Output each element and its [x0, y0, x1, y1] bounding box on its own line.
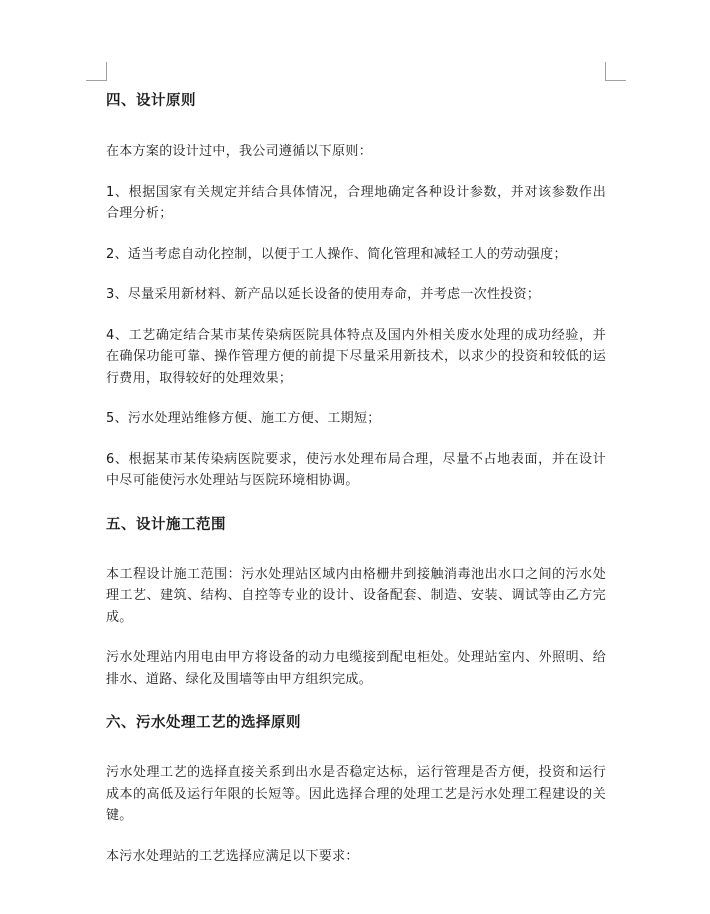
- section-heading-design-principles: 四、设计原则: [106, 93, 196, 109]
- list-item: 3、尽量采用新材料、新产品以延长设备的使用寿命，并考虑一次性投资；: [106, 287, 541, 302]
- paragraph: 污水处理工艺的选择直接关系到出水是否稳定达标，运行管理是否方便，投资和运行成本的高低及运行年限的长短等。因此选择合理的处理工艺是污水处理工程建设的关键。: [106, 765, 606, 823]
- margin-corner-top-left: [86, 62, 107, 81]
- paragraph: 本污水处理站的工艺选择应满足以下要求：: [106, 848, 359, 864]
- list-item: 6、根据某市某传染病医院要求，使污水处理布局合理，尽量不占地表面，并在设计中尽可能使污水处理站与医院环境相协调。: [106, 451, 606, 488]
- list-item: 1、根据国家有关规定并结合具体情况，合理地确定各种设计参数，并对该参数作出合理分析；: [106, 184, 606, 221]
- list-item: 5、污水处理站维修方便、施工方便、工期短；: [106, 411, 381, 426]
- paragraph: 污水处理站内用电由甲方将设备的动力电缆接到配电柜处。处理站室内、外照明、给排水、道路、绿化及围墙等由甲方组织完成。: [106, 650, 606, 687]
- list-item: 4、工艺确定结合某市某传染病医院具体特点及国内外相关废水处理的成功经验，并在确保功能可靠、操作管理方便的前提下尽量采用新技术，以求少的投资和较低的运行费用，取得较好的处理效果；: [106, 327, 606, 386]
- margin-corner-top-right: [605, 62, 626, 81]
- section-heading-process-selection: 六、污水处理工艺的选择原则: [106, 715, 301, 731]
- section-heading-construction-scope: 五、设计施工范围: [106, 516, 226, 533]
- document-body[interactable]: [106, 90, 606, 867]
- paragraph: 本工程设计施工范围：污水处理站区域内由格栅井到接触消毒池出水口之间的污水处理工艺、建筑、结构、自控等专业的设计、设备配套、制造、安装、调试等由乙方完成。: [106, 566, 606, 625]
- list-item: 2、适当考虑自动化控制，以便于工人操作、简化管理和减轻工人的劳动强度；: [106, 246, 567, 262]
- paragraph: 在本方案的设计过中，我公司遵循以下原则：: [106, 144, 373, 159]
